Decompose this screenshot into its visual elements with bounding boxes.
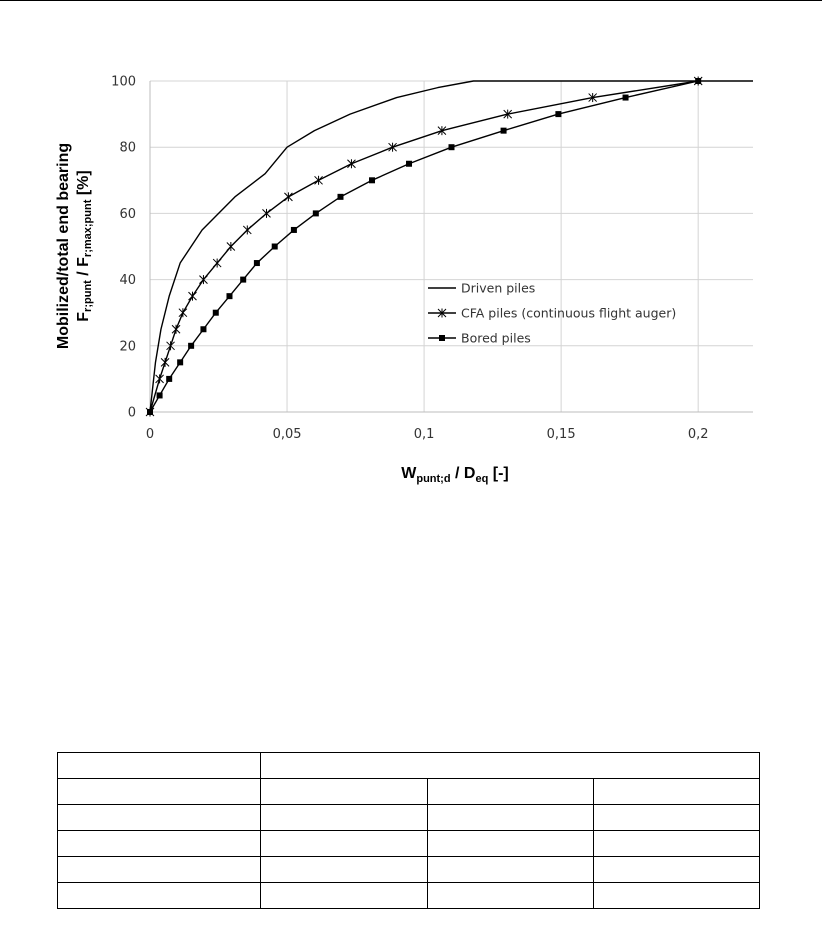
bored-pile-point [291, 227, 297, 233]
bored-pile-point [623, 95, 629, 101]
y-tick-label: 20 [119, 339, 136, 355]
table-header-row [58, 753, 760, 779]
legend-label-cfa: CFA piles (continuous flight auger) [461, 305, 677, 321]
cfa-pile-point [179, 308, 187, 317]
bored-pile-point [213, 310, 219, 316]
y-tick-label: 100 [111, 74, 136, 90]
cfa-pile-point [172, 325, 180, 334]
table-cell [261, 883, 428, 909]
legend-label-driven: Driven piles [461, 280, 536, 296]
cfa-pile-point [315, 176, 323, 185]
cfa-pile-point [227, 242, 235, 251]
series-line-1 [150, 81, 753, 412]
cfa-pile-point [243, 225, 251, 234]
legend [428, 281, 676, 346]
table-cell [58, 805, 261, 831]
table-cell [58, 857, 261, 883]
table-cell-merged-header [261, 753, 760, 779]
y-tick-labels [111, 75, 136, 421]
table-row [58, 883, 760, 909]
table-cell [428, 779, 594, 805]
table-row [58, 831, 760, 857]
bored-pile-point [337, 194, 343, 200]
cfa-pile-point [284, 192, 292, 201]
y-tick-label: 80 [119, 140, 136, 156]
empty-data-table [57, 752, 760, 909]
table-row [58, 779, 760, 805]
table-cell [428, 805, 594, 831]
table-cell [58, 831, 261, 857]
x-tick-labels [146, 427, 709, 442]
bored-pile-point [200, 326, 206, 332]
table-cell [58, 779, 261, 805]
x-tick-label: 0,2 [687, 427, 709, 442]
legend-label-bored: Bored piles [461, 330, 531, 346]
data-series [146, 77, 753, 417]
table-cell [428, 857, 594, 883]
cfa-pile-point [188, 292, 196, 301]
bored-pile-point [254, 260, 260, 266]
bored-pile-point [147, 409, 153, 415]
x-axis-label: $W_{punt;d} / D_{eq}$ [-] [401, 465, 509, 485]
bored-pile-point [369, 177, 375, 183]
table-cell [594, 883, 760, 909]
x-tick-label: 0 [145, 427, 155, 442]
y-tick-label: 0 [127, 405, 136, 421]
table-cell [58, 753, 261, 779]
bored-pile-point [226, 293, 232, 299]
cfa-pile-point [213, 259, 221, 268]
cfa-pile-point [156, 374, 164, 383]
bored-pile-point [177, 359, 183, 365]
bored-pile-point [240, 277, 246, 283]
x-tick-label: 0,05 [272, 427, 302, 442]
y-tick-label: 40 [119, 273, 136, 289]
y-axis-label-line2: Fr;punt / Fr;max;punt [%] [75, 170, 94, 322]
table-cell [594, 805, 760, 831]
legend-marker-bored [439, 335, 445, 341]
table-row [58, 857, 760, 883]
axes [150, 81, 753, 412]
table-cell [261, 857, 428, 883]
table-cell [428, 883, 594, 909]
bored-pile-point [449, 144, 455, 150]
table-cell [428, 831, 594, 857]
y-axis-label [55, 143, 94, 349]
table-row [58, 805, 760, 831]
y-axis-label-line1: Mobilized/total end bearing [55, 142, 72, 350]
x-tick-label: 0,15 [546, 427, 576, 442]
y-tick-label: 60 [119, 206, 136, 222]
table-cell [594, 857, 760, 883]
bored-pile-point [272, 244, 278, 250]
table-cell [261, 779, 428, 805]
bored-pile-point [695, 78, 701, 84]
bored-pile-point [501, 128, 507, 134]
bored-pile-point [313, 210, 319, 216]
bored-pile-point [406, 161, 412, 167]
bored-pile-point [157, 392, 163, 398]
table-cell [261, 831, 428, 857]
grid-lines [150, 81, 753, 412]
bored-pile-point [188, 343, 194, 349]
x-tick-label: 0,1 [413, 427, 435, 442]
table-cell [261, 805, 428, 831]
bored-pile-point [166, 376, 172, 382]
table-cell [58, 883, 261, 909]
cfa-pile-point [347, 159, 355, 168]
bored-pile-point [555, 111, 561, 117]
table-cell [594, 831, 760, 857]
cfa-pile-point [161, 358, 169, 367]
table-cell [594, 779, 760, 805]
